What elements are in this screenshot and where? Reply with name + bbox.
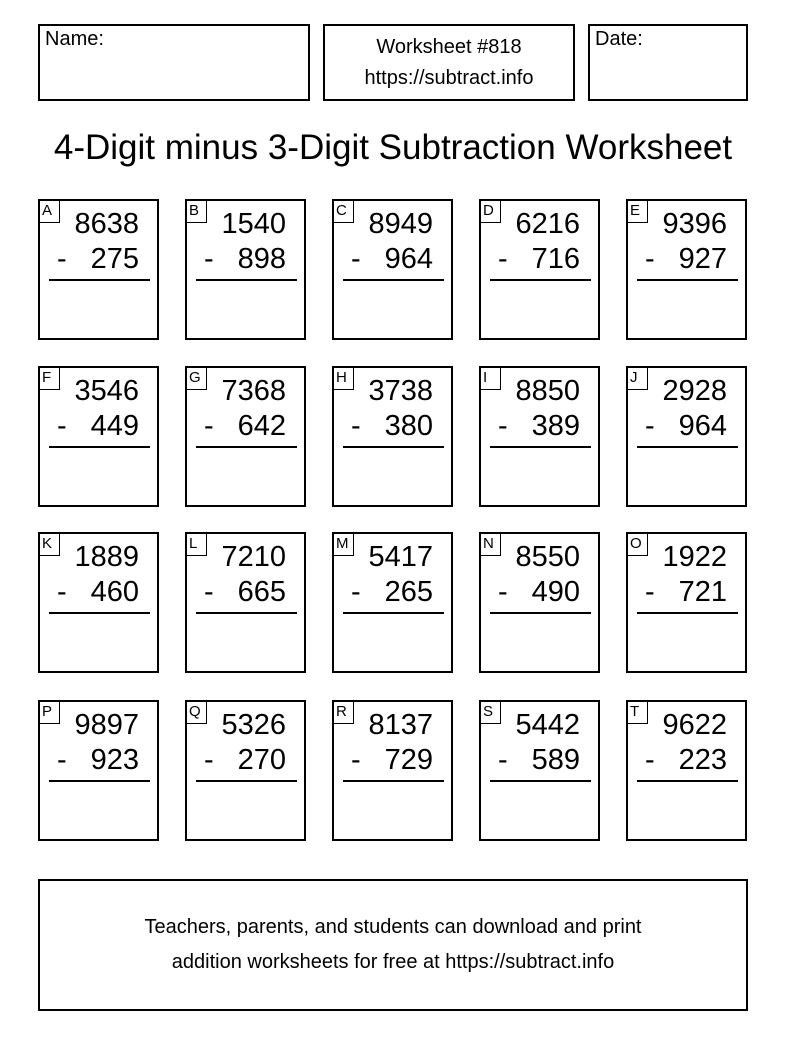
problem-card[interactable]: [626, 199, 747, 340]
problem-letter: A: [40, 201, 60, 223]
problem-card[interactable]: [38, 700, 159, 841]
problem-letter: Q: [187, 702, 207, 724]
problem-letter: J: [628, 368, 648, 390]
subtrahend: 923: [90, 744, 139, 776]
minuend: 9622: [662, 709, 727, 741]
problem-card[interactable]: [185, 700, 306, 841]
subtrahend: 642: [237, 410, 286, 442]
problem-letter: M: [334, 534, 354, 556]
minuend: 9396: [662, 208, 727, 240]
answer-line: [637, 446, 738, 448]
footer-box: [38, 879, 748, 1011]
answer-line: [637, 279, 738, 281]
problem-card[interactable]: [332, 199, 453, 340]
subtrahend: 927: [678, 243, 727, 275]
problem-card[interactable]: [332, 700, 453, 841]
problem-card[interactable]: [479, 532, 600, 673]
problem-card[interactable]: [38, 199, 159, 340]
minuend: 8638: [74, 208, 139, 240]
minuend: 1540: [221, 208, 286, 240]
minuend: 6216: [515, 208, 580, 240]
minus-sign: -: [57, 410, 67, 442]
minus-sign: -: [351, 410, 361, 442]
problem-letter: T: [628, 702, 648, 724]
answer-line: [490, 780, 591, 782]
problem-letter: R: [334, 702, 354, 724]
minus-sign: -: [204, 410, 214, 442]
answer-line: [343, 780, 444, 782]
problem-letter: S: [481, 702, 501, 724]
minus-sign: -: [204, 576, 214, 608]
subtrahend: 265: [384, 576, 433, 608]
problem-letter: C: [334, 201, 354, 223]
name-label: Name:: [45, 28, 104, 50]
subtrahend: 721: [678, 576, 727, 608]
subtrahend: 589: [531, 744, 580, 776]
problem-letter: K: [40, 534, 60, 556]
minus-sign: -: [57, 243, 67, 275]
problem-letter: I: [481, 368, 501, 390]
answer-line: [49, 780, 150, 782]
minus-sign: -: [645, 410, 655, 442]
minuend: 9897: [74, 709, 139, 741]
minuend: 7210: [221, 541, 286, 573]
problem-card[interactable]: [479, 199, 600, 340]
problem-letter: N: [481, 534, 501, 556]
answer-line: [490, 279, 591, 281]
problem-letter: G: [187, 368, 207, 390]
footer-line-2: addition worksheets for free at https://subtract.info: [171, 951, 615, 973]
subtrahend: 898: [237, 243, 286, 275]
minus-sign: -: [645, 576, 655, 608]
answer-line: [196, 279, 297, 281]
worksheet-number: Worksheet #818: [376, 35, 522, 58]
answer-line: [49, 446, 150, 448]
problem-card[interactable]: [626, 700, 747, 841]
problem-card[interactable]: [479, 366, 600, 507]
minus-sign: -: [498, 576, 508, 608]
problem-card[interactable]: [626, 532, 747, 673]
problem-letter: E: [628, 201, 648, 223]
minus-sign: -: [498, 243, 508, 275]
subtrahend: 964: [678, 410, 727, 442]
subtrahend: 716: [531, 243, 580, 275]
minuend: 1922: [662, 541, 727, 573]
subtrahend: 223: [678, 744, 727, 776]
minus-sign: -: [645, 243, 655, 275]
problem-letter: D: [481, 201, 501, 223]
problem-card[interactable]: [626, 366, 747, 507]
minus-sign: -: [351, 243, 361, 275]
minuend: 5326: [221, 709, 286, 741]
subtrahend: 490: [531, 576, 580, 608]
answer-line: [637, 780, 738, 782]
problem-letter: L: [187, 534, 207, 556]
answer-line: [343, 446, 444, 448]
answer-line: [343, 612, 444, 614]
minuend: 3546: [74, 375, 139, 407]
minuend: 5442: [515, 709, 580, 741]
minuend: 1889: [74, 541, 139, 573]
answer-line: [490, 612, 591, 614]
subtrahend: 460: [90, 576, 139, 608]
date-box[interactable]: [588, 24, 748, 101]
page-title: 4-Digit minus 3-Digit Subtraction Worksheet: [53, 128, 733, 167]
minuend: 7368: [221, 375, 286, 407]
answer-line: [196, 780, 297, 782]
problem-card[interactable]: [185, 199, 306, 340]
minuend: 8850: [515, 375, 580, 407]
minuend: 8949: [368, 208, 433, 240]
problem-card[interactable]: [332, 366, 453, 507]
subtrahend: 389: [531, 410, 580, 442]
minuend: 3738: [368, 375, 433, 407]
minus-sign: -: [57, 744, 67, 776]
minuend: 5417: [368, 541, 433, 573]
subtrahend: 380: [384, 410, 433, 442]
minuend: 8137: [368, 709, 433, 741]
minus-sign: -: [204, 243, 214, 275]
date-label: Date:: [595, 28, 643, 50]
minus-sign: -: [498, 744, 508, 776]
answer-line: [49, 279, 150, 281]
footer-line-1: Teachers, parents, and students can download and print: [144, 916, 642, 938]
worksheet-info-box: [323, 24, 575, 101]
subtrahend: 449: [90, 410, 139, 442]
subtrahend: 275: [90, 243, 139, 275]
problem-letter: O: [628, 534, 648, 556]
subtrahend: 270: [237, 744, 286, 776]
minuend: 2928: [662, 375, 727, 407]
minus-sign: -: [204, 744, 214, 776]
minus-sign: -: [498, 410, 508, 442]
minus-sign: -: [645, 744, 655, 776]
subtrahend: 964: [384, 243, 433, 275]
answer-line: [343, 279, 444, 281]
problem-card[interactable]: [185, 366, 306, 507]
minuend: 8550: [515, 541, 580, 573]
answer-line: [196, 612, 297, 614]
problem-letter: P: [40, 702, 60, 724]
problem-card[interactable]: [38, 532, 159, 673]
subtrahend: 729: [384, 744, 433, 776]
problem-card[interactable]: [38, 366, 159, 507]
minus-sign: -: [57, 576, 67, 608]
subtrahend: 665: [237, 576, 286, 608]
problem-card[interactable]: [479, 700, 600, 841]
answer-line: [196, 446, 297, 448]
problem-letter: B: [187, 201, 207, 223]
problem-letter: H: [334, 368, 354, 390]
minus-sign: -: [351, 744, 361, 776]
problem-card[interactable]: [185, 532, 306, 673]
answer-line: [637, 612, 738, 614]
problem-letter: F: [40, 368, 60, 390]
answer-line: [49, 612, 150, 614]
worksheet-url: https://subtract.info: [364, 66, 534, 89]
answer-line: [490, 446, 591, 448]
name-box[interactable]: [38, 24, 310, 101]
minus-sign: -: [351, 576, 361, 608]
problem-card[interactable]: [332, 532, 453, 673]
